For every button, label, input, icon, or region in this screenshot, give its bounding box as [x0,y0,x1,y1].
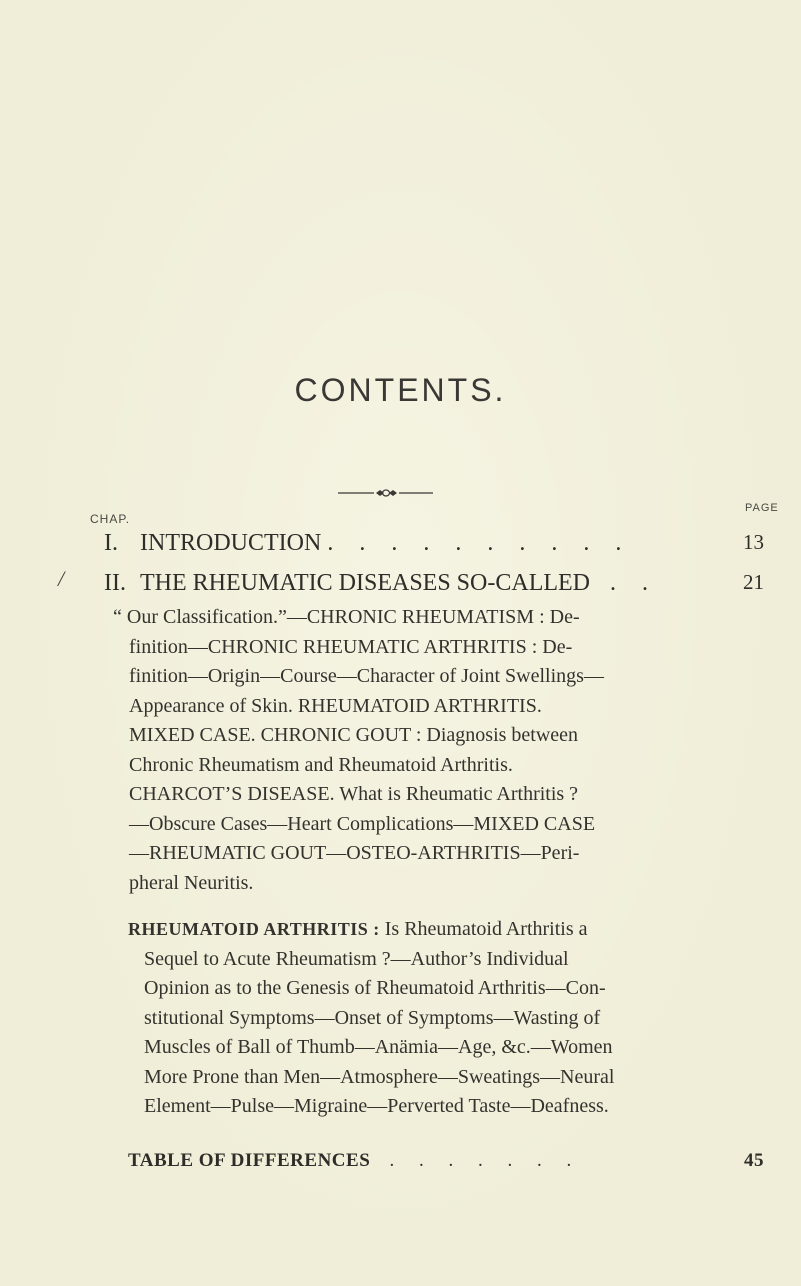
entry-title: TABLE OF DIFFERENCES [128,1150,371,1171]
ornament-divider [338,488,433,498]
synopsis-line: finition—Origin—Course—Character of Joint Swellings— [129,665,604,687]
chapter-title: INTRODUCTION [140,530,322,556]
page-number: 45 [744,1150,764,1171]
synopsis-line: CHARCOT’S DISEASE. What is Rheumatic Arthritis ? [129,783,579,805]
synopsis-line: Element—Pulse—Migraine—Perverted Taste—Deafness. [144,1095,609,1117]
synopsis-line [128,915,768,945]
leader-dots: . . . . . . . . . . [327,530,632,556]
chap-column-label: CHAP. [90,512,131,526]
contents-heading: CONTENTS. [294,372,507,408]
toc-entry-1[interactable] [104,530,764,557]
page-number: 13 [743,530,764,554]
chapter-number: II. [104,570,126,596]
synopsis-text: Is Rheumatoid Arthritis a [384,918,588,940]
synopsis-line: pheral Neuritis. [129,871,254,894]
toc-entry-2[interactable] [104,570,764,597]
synopsis-line: Chronic Rheumatism and Rheumatoid Arthritis. [129,753,513,776]
toc-entry-table-of-differences[interactable] [128,1150,764,1172]
synopsis-line: Muscles of Ball of Thumb—Anämia—Age, &c.—Women [144,1036,613,1058]
chapter-title: THE RHEUMATIC DISEASES SO-CALLED [140,570,590,596]
synopsis-line: finition—CHRONIC RHEUMATIC ARTHRITIS : De- [129,635,573,658]
page-column-label: PAGE [745,502,779,514]
synopsis-line: Sequel to Acute Rheumatism ?—Author’s Individual [144,947,569,970]
synopsis-line: More Prone than Men—Atmosphere—Sweatings—Neural [144,1065,615,1088]
chapter-2-synopsis [113,603,763,898]
synopsis-line: MIXED CASE. CHRONIC GOUT : Diagnosis between [129,724,579,746]
synopsis-line: —RHEUMATIC GOUT—OSTEO-ARTHRITIS—Peri- [129,842,580,864]
leader-dots: . . . . . . . [389,1150,582,1171]
margin-pencil-mark: / [58,566,65,591]
synopsis-line: Appearance of Skin. RHEUMATOID ARTHRITIS. [129,694,542,717]
rheumatoid-arthritis-synopsis [128,915,768,1122]
leader-dots: . . [610,570,658,596]
synopsis-line: Opinion as to the Genesis of Rheumatoid Arthritis—Con- [144,977,606,999]
synopsis-line: “ Our Classification.”—CHRONIC RHEUMATISM : De- [113,606,580,628]
synopsis-line: —Obscure Cases—Heart Complications—MIXED CASE [129,812,596,835]
synopsis-line: stitutional Symptoms—Onset of Symptoms—Wasting of [144,1006,601,1029]
section-heading: RHEUMATOID ARTHRITIS : [128,919,380,939]
page-number: 21 [743,570,764,594]
chapter-number: I. [104,530,118,556]
